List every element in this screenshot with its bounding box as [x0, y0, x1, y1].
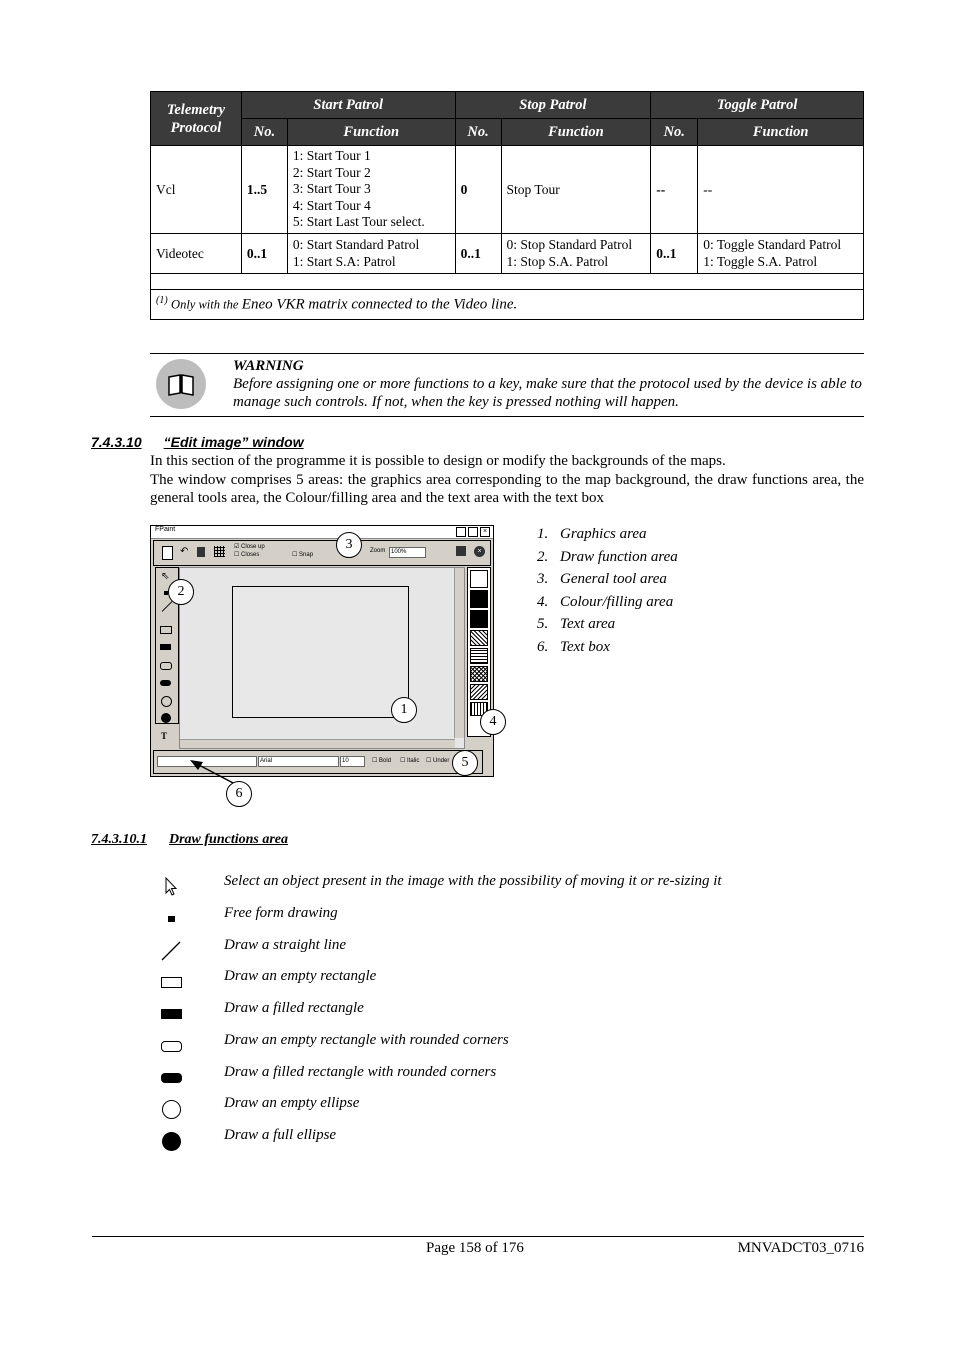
list-item: 6. Text box [537, 638, 610, 655]
function-row [150, 1031, 850, 1063]
tool-ellipse-icon[interactable] [161, 696, 172, 707]
maximize-icon[interactable] [468, 527, 478, 537]
empty-rectangle-icon [150, 967, 192, 997]
function-text: Free form drawing [224, 905, 338, 921]
footnote-text: Eneo VKR matrix connected to the Video line. [241, 296, 518, 313]
callout-5: 5 [452, 750, 478, 776]
undo-icon[interactable]: ↶ [180, 546, 189, 557]
tool-rect-icon[interactable] [160, 626, 172, 634]
checkbox-snap[interactable]: ☐ Snap [292, 552, 314, 558]
header-function: Function [287, 119, 455, 146]
footnote [151, 290, 864, 320]
function-text: Draw a filled rectangle with rounded corners [224, 1064, 497, 1080]
callout-6: 6 [226, 781, 252, 807]
function-row [150, 1126, 850, 1158]
tool-rounded-rect-icon[interactable] [160, 662, 172, 670]
section-heading [91, 434, 304, 450]
line-icon [150, 936, 192, 966]
function-text: Draw an empty ellipse [224, 1095, 360, 1111]
header-no: No. [455, 119, 501, 146]
pattern-diagonal[interactable] [470, 630, 488, 646]
table-spacer-row [151, 274, 864, 290]
areas-list [537, 523, 678, 659]
close-circle-icon[interactable]: × [474, 546, 485, 557]
stop-function-cell: Stop Tour [501, 146, 651, 234]
close-icon[interactable]: × [480, 527, 490, 537]
stop-function-cell: 0: Stop Standard Patrol 1: Stop S.A. Patrol [501, 234, 651, 274]
bold-label: Bold [379, 758, 392, 764]
empty-rounded-rectangle-icon [150, 1031, 192, 1061]
swatch-black[interactable] [470, 590, 488, 608]
callout-3: 3 [336, 532, 362, 558]
zoom-value: 100% [391, 549, 407, 555]
tool-select-icon[interactable]: ⇖ [161, 571, 170, 582]
tool-filled-ellipse-icon[interactable] [161, 713, 171, 723]
font-value: Arial [260, 758, 273, 764]
subsection-heading [91, 832, 288, 848]
freeform-dot-icon [150, 904, 192, 934]
pattern-cross[interactable] [470, 666, 488, 682]
list-item: 2. Draw function area [537, 548, 678, 565]
start-function-cell: 1: Start Tour 1 2: Start Tour 2 3: Start Tour 3 4: Start Tour 4 5: Start Last Tour select. [287, 146, 455, 234]
tool-filled-rounded-rect-icon[interactable] [160, 680, 171, 686]
start-no-cell: 1..5 [241, 146, 287, 234]
checkbox-closes-label: Closes [241, 552, 260, 558]
empty-ellipse-icon [150, 1094, 192, 1124]
general-tool-area [153, 540, 491, 566]
pattern-grid[interactable] [470, 648, 488, 664]
checkbox-close-up-label: Close up [241, 544, 265, 550]
toggle-function-cell: -- [698, 146, 864, 234]
function-text: Draw an empty rectangle with rounded corners [224, 1032, 509, 1048]
protocol-cell: Videotec [151, 234, 242, 274]
bold-checkbox[interactable]: ☐ Bold [372, 758, 392, 764]
section-number: 7.4.3.10 [91, 434, 142, 450]
function-row [150, 904, 850, 936]
table-row [151, 234, 864, 274]
function-text: Draw a straight line [224, 937, 347, 953]
save-icon[interactable] [456, 546, 466, 556]
zoom-label: Zoom [370, 548, 386, 554]
function-text: Select an object present in the image with the possibility of moving it or re-sizing it [224, 873, 722, 889]
callout-1: 1 [391, 697, 417, 723]
size-select[interactable] [340, 756, 365, 767]
start-function-cell: 0: Start Standard Patrol 1: Start S.A: Patrol [287, 234, 455, 274]
zoom-select[interactable] [389, 547, 426, 558]
list-item: 1. Graphics area [537, 526, 647, 542]
list-item: 5. Text area [537, 616, 616, 633]
function-text: Draw an empty rectangle [224, 968, 377, 984]
header-start-patrol: Start Patrol [241, 92, 455, 119]
header-toggle-patrol: Toggle Patrol [651, 92, 864, 119]
book-icon [156, 359, 206, 409]
start-no-cell: 0..1 [241, 234, 287, 274]
warning-body: Before assigning one or more functions to a key, make sure that the protocol used by the device is able to manage such controls. If not, when the key is pressed nothing will happen. [233, 376, 862, 410]
callout-4: 4 [480, 709, 506, 735]
header-function: Function [698, 119, 864, 146]
stop-no-cell: 0..1 [455, 234, 501, 274]
filled-rectangle-icon [150, 999, 192, 1029]
swatch-white[interactable] [470, 570, 488, 588]
section-body [150, 452, 864, 508]
footnote-small: Only with the [171, 297, 239, 312]
underline-label: Under [433, 758, 450, 764]
window-controls [456, 527, 490, 537]
toggle-no-cell: -- [651, 146, 698, 234]
function-row [150, 967, 850, 999]
header-function: Function [501, 119, 651, 146]
text-tool-icon[interactable]: T [161, 731, 168, 741]
table-row [151, 146, 864, 234]
swatch-black-2[interactable] [470, 610, 488, 628]
warning-text-block [233, 357, 863, 411]
italic-checkbox[interactable]: ☐ Italic [400, 758, 420, 764]
stop-no-cell: 0 [455, 146, 501, 234]
minimize-icon[interactable] [456, 527, 466, 537]
section-para-1: In this section of the programme it is possible to design or modify the backgrounds of the maps. [150, 453, 726, 469]
header-telemetry-protocol: Telemetry Protocol [151, 92, 242, 146]
window-title: FPaint [155, 526, 176, 533]
subsection-number: 7.4.3.10.1 [91, 832, 147, 847]
font-select[interactable] [258, 756, 339, 767]
function-row [150, 936, 850, 968]
underline-checkbox[interactable]: ☐ Under [426, 758, 450, 764]
callout-2: 2 [168, 579, 194, 605]
subsection-title: Draw functions area [169, 832, 289, 847]
warning-title: WARNING [233, 358, 304, 374]
page-number: Page 158 of 176 [426, 1240, 524, 1256]
new-file-icon[interactable] [162, 546, 173, 560]
vertical-scrollbar[interactable] [454, 568, 464, 738]
function-row [150, 1094, 850, 1126]
function-text: Draw a filled rectangle [224, 1000, 364, 1016]
tool-line-icon[interactable] [162, 601, 173, 612]
checkbox-close-up[interactable]: ☑ Close up [234, 544, 265, 550]
table-footnote-row [151, 290, 864, 320]
function-row [150, 872, 850, 904]
trash-icon[interactable] [197, 547, 205, 557]
list-item: 4. Colour/filling area [537, 593, 674, 610]
map-background-rect [232, 586, 409, 718]
document-id: MNVADCT03_0716 [737, 1240, 864, 1256]
size-value: 10 [342, 758, 349, 764]
function-row [150, 999, 850, 1031]
pattern-diagonal-2[interactable] [470, 684, 488, 700]
grid-icon[interactable] [214, 546, 225, 557]
function-row [150, 1063, 850, 1095]
section-title: “Edit image” window [163, 434, 304, 450]
italic-label: Italic [407, 758, 420, 764]
arrow-cursor-icon [150, 872, 192, 902]
warning-box [150, 353, 864, 417]
function-text: Draw a full ellipse [224, 1127, 337, 1143]
filled-ellipse-icon [150, 1126, 192, 1156]
toggle-function-cell: 0: Toggle Standard Patrol 1: Toggle S.A. Patrol [698, 234, 864, 274]
header-stop-patrol: Stop Patrol [455, 92, 651, 119]
horizontal-scrollbar[interactable] [180, 739, 455, 748]
patrol-table [150, 91, 864, 320]
checkbox-closes[interactable]: ☐ Closes [234, 552, 260, 558]
protocol-cell: Vcl [151, 146, 242, 234]
checkbox-snap-label: Snap [299, 552, 314, 558]
footnote-mark: (1) [156, 295, 168, 307]
section-para-2: The window comprises 5 areas: the graphics area corresponding to the map background, the draw functions area, the general tools area, the Colour/filling area and the text area with the text box [150, 471, 864, 506]
list-item: 3. General tool area [537, 571, 667, 588]
filled-rounded-rectangle-icon [150, 1063, 192, 1093]
header-no: No. [241, 119, 287, 146]
header-no: No. [651, 119, 698, 146]
toggle-no-cell: 0..1 [651, 234, 698, 274]
footer-rule [92, 1236, 864, 1237]
tool-filled-rect-icon[interactable] [160, 644, 171, 650]
fpaint-window-screenshot [150, 525, 494, 777]
window-title-bar [151, 526, 493, 539]
graphics-area[interactable] [179, 567, 465, 749]
